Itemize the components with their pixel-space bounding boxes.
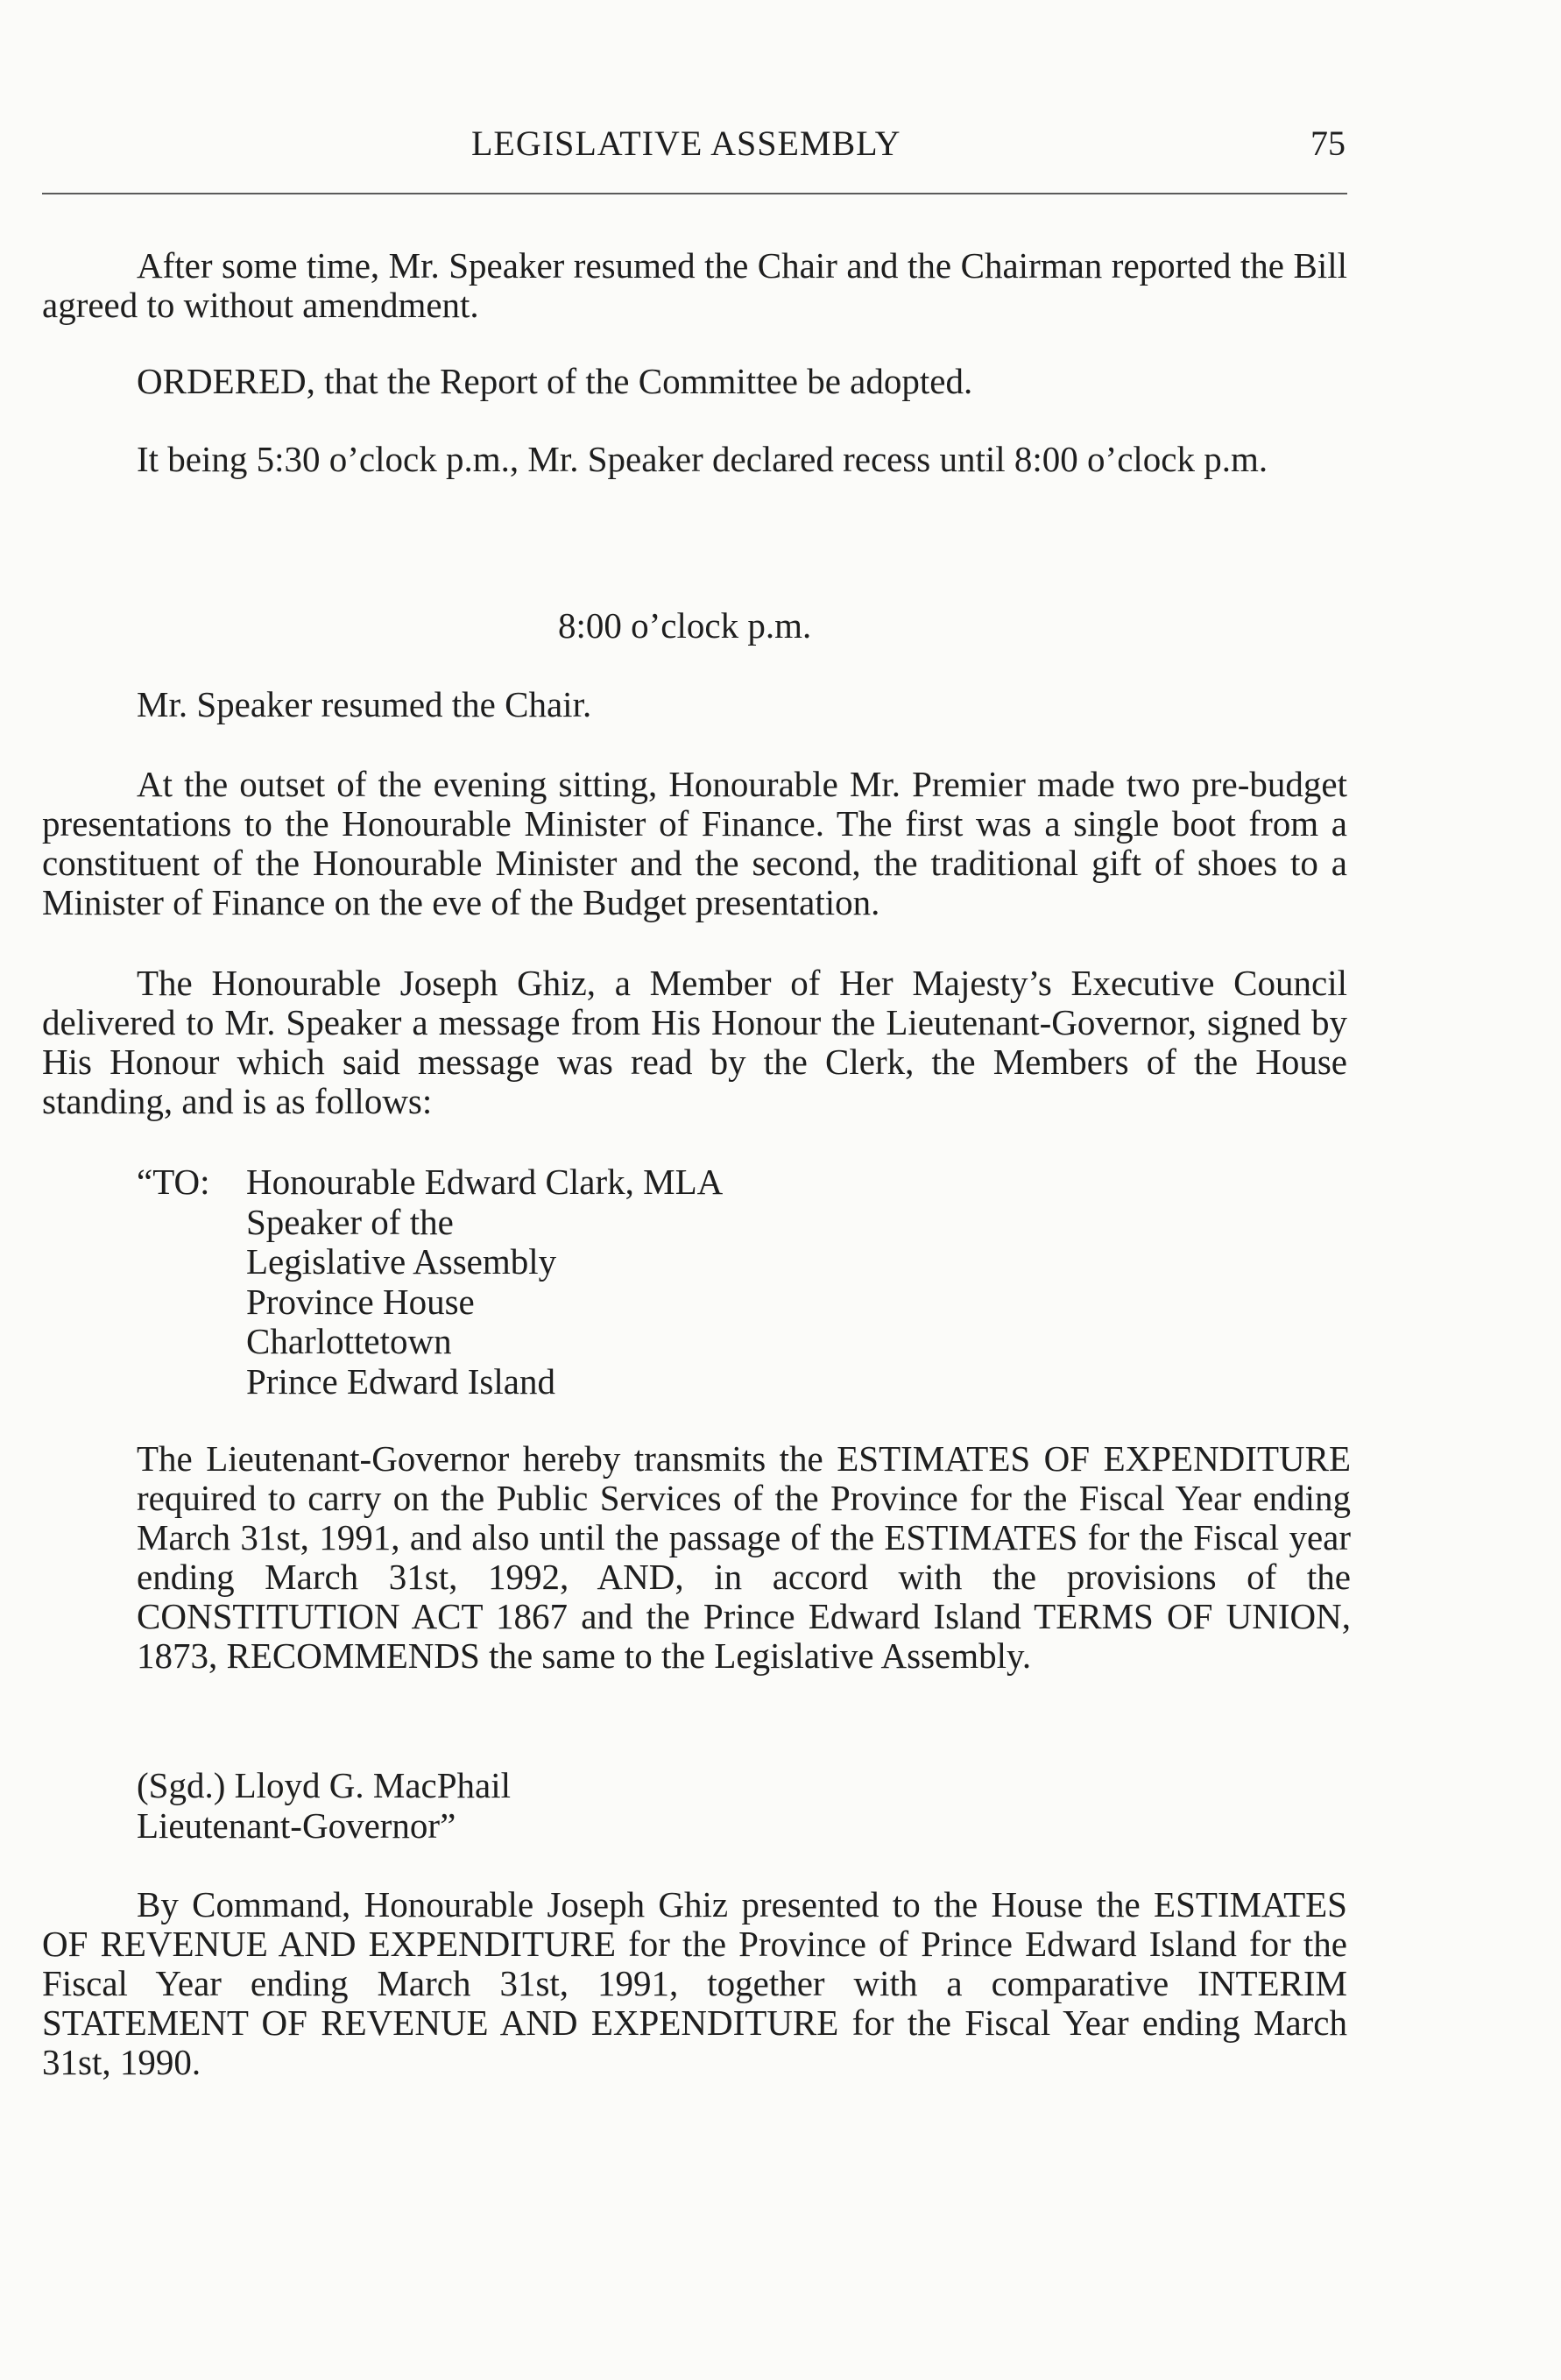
paragraph-ordered: ORDERED, that the Report of the Committee be adopted.	[137, 361, 973, 401]
paragraph-speaker-resumed: Mr. Speaker resumed the Chair.	[137, 684, 592, 724]
paragraph-committee-report: After some time, Mr. Speaker resumed the Chair and the Chairman reported the Bill agreed to without amendment.	[42, 245, 1347, 325]
address-line: Legislative Assembly	[246, 1241, 557, 1282]
address-line: Honourable Edward Clark, MLA	[246, 1162, 724, 1202]
paragraph-message-delivery: The Honourable Joseph Ghiz, a Member of Her Majesty’s Executive Council delivered to Mr. Speaker a message from His Honour the Lieutenant-Governor, signed by His Honour which said message was read by the Clerk, the Members of the House standing, and is as follows:	[42, 963, 1347, 1121]
address-prefix: “TO:	[137, 1162, 210, 1202]
paragraph-by-command: By Command, Honourable Joseph Ghiz presented to the House the ESTIMATES OF REVENUE AND EXPENDITURE for the Province of Prince Edward Island for the Fiscal Year ending March 31st, 1991, together with a comparative INTERIM STATEMENT OF REVENUE AND EXPENDITURE for the Fiscal Year ending March 31st, 1990.	[42, 1884, 1347, 2082]
time-heading: 8:00 o’clock p.m.	[558, 605, 812, 646]
address-line: Prince Edward Island	[246, 1360, 555, 1402]
message-body: The Lieutenant-Governor hereby transmits the ESTIMATES OF EXPENDITURE required to carry on the Public Services of the Province for the Fiscal Year ending March 31st, 1991, and also until the passage of the ESTIMATES for the Fiscal year ending March 31st, 1992, AND, in accord with the provisions of the CONSTITUTION ACT 1867 and the Prince Edward Island TERMS OF UNION, 1873, RECOMMENDS the same to the Legislative Assembly.	[137, 1438, 1351, 1676]
page-number: 75	[1310, 124, 1346, 163]
paragraph-recess: It being 5:30 o’clock p.m., Mr. Speaker declared recess until 8:00 o’clock p.m.	[137, 439, 1268, 479]
header-rule	[42, 193, 1347, 194]
signature-title: Lieutenant-Governor”	[137, 1805, 456, 1846]
address-block	[246, 1162, 723, 1402]
address-line: Province House	[246, 1281, 475, 1322]
paragraph-pre-budget: At the outset of the evening sitting, Honourable Mr. Premier made two pre-budget presentations to the Honourable Minister of Finance. The first was a single boot from a constituent of the Honourable Minister and the second, the traditional gift of shoes to a Minister of Finance on the eve of the Budget presentation.	[42, 764, 1347, 922]
address-line: Charlottetown	[246, 1321, 452, 1361]
running-header-title: LEGISLATIVE ASSEMBLY	[471, 124, 901, 163]
address-line: Speaker of the	[246, 1201, 454, 1242]
signature-name: (Sgd.) Lloyd G. MacPhail	[137, 1765, 512, 1805]
